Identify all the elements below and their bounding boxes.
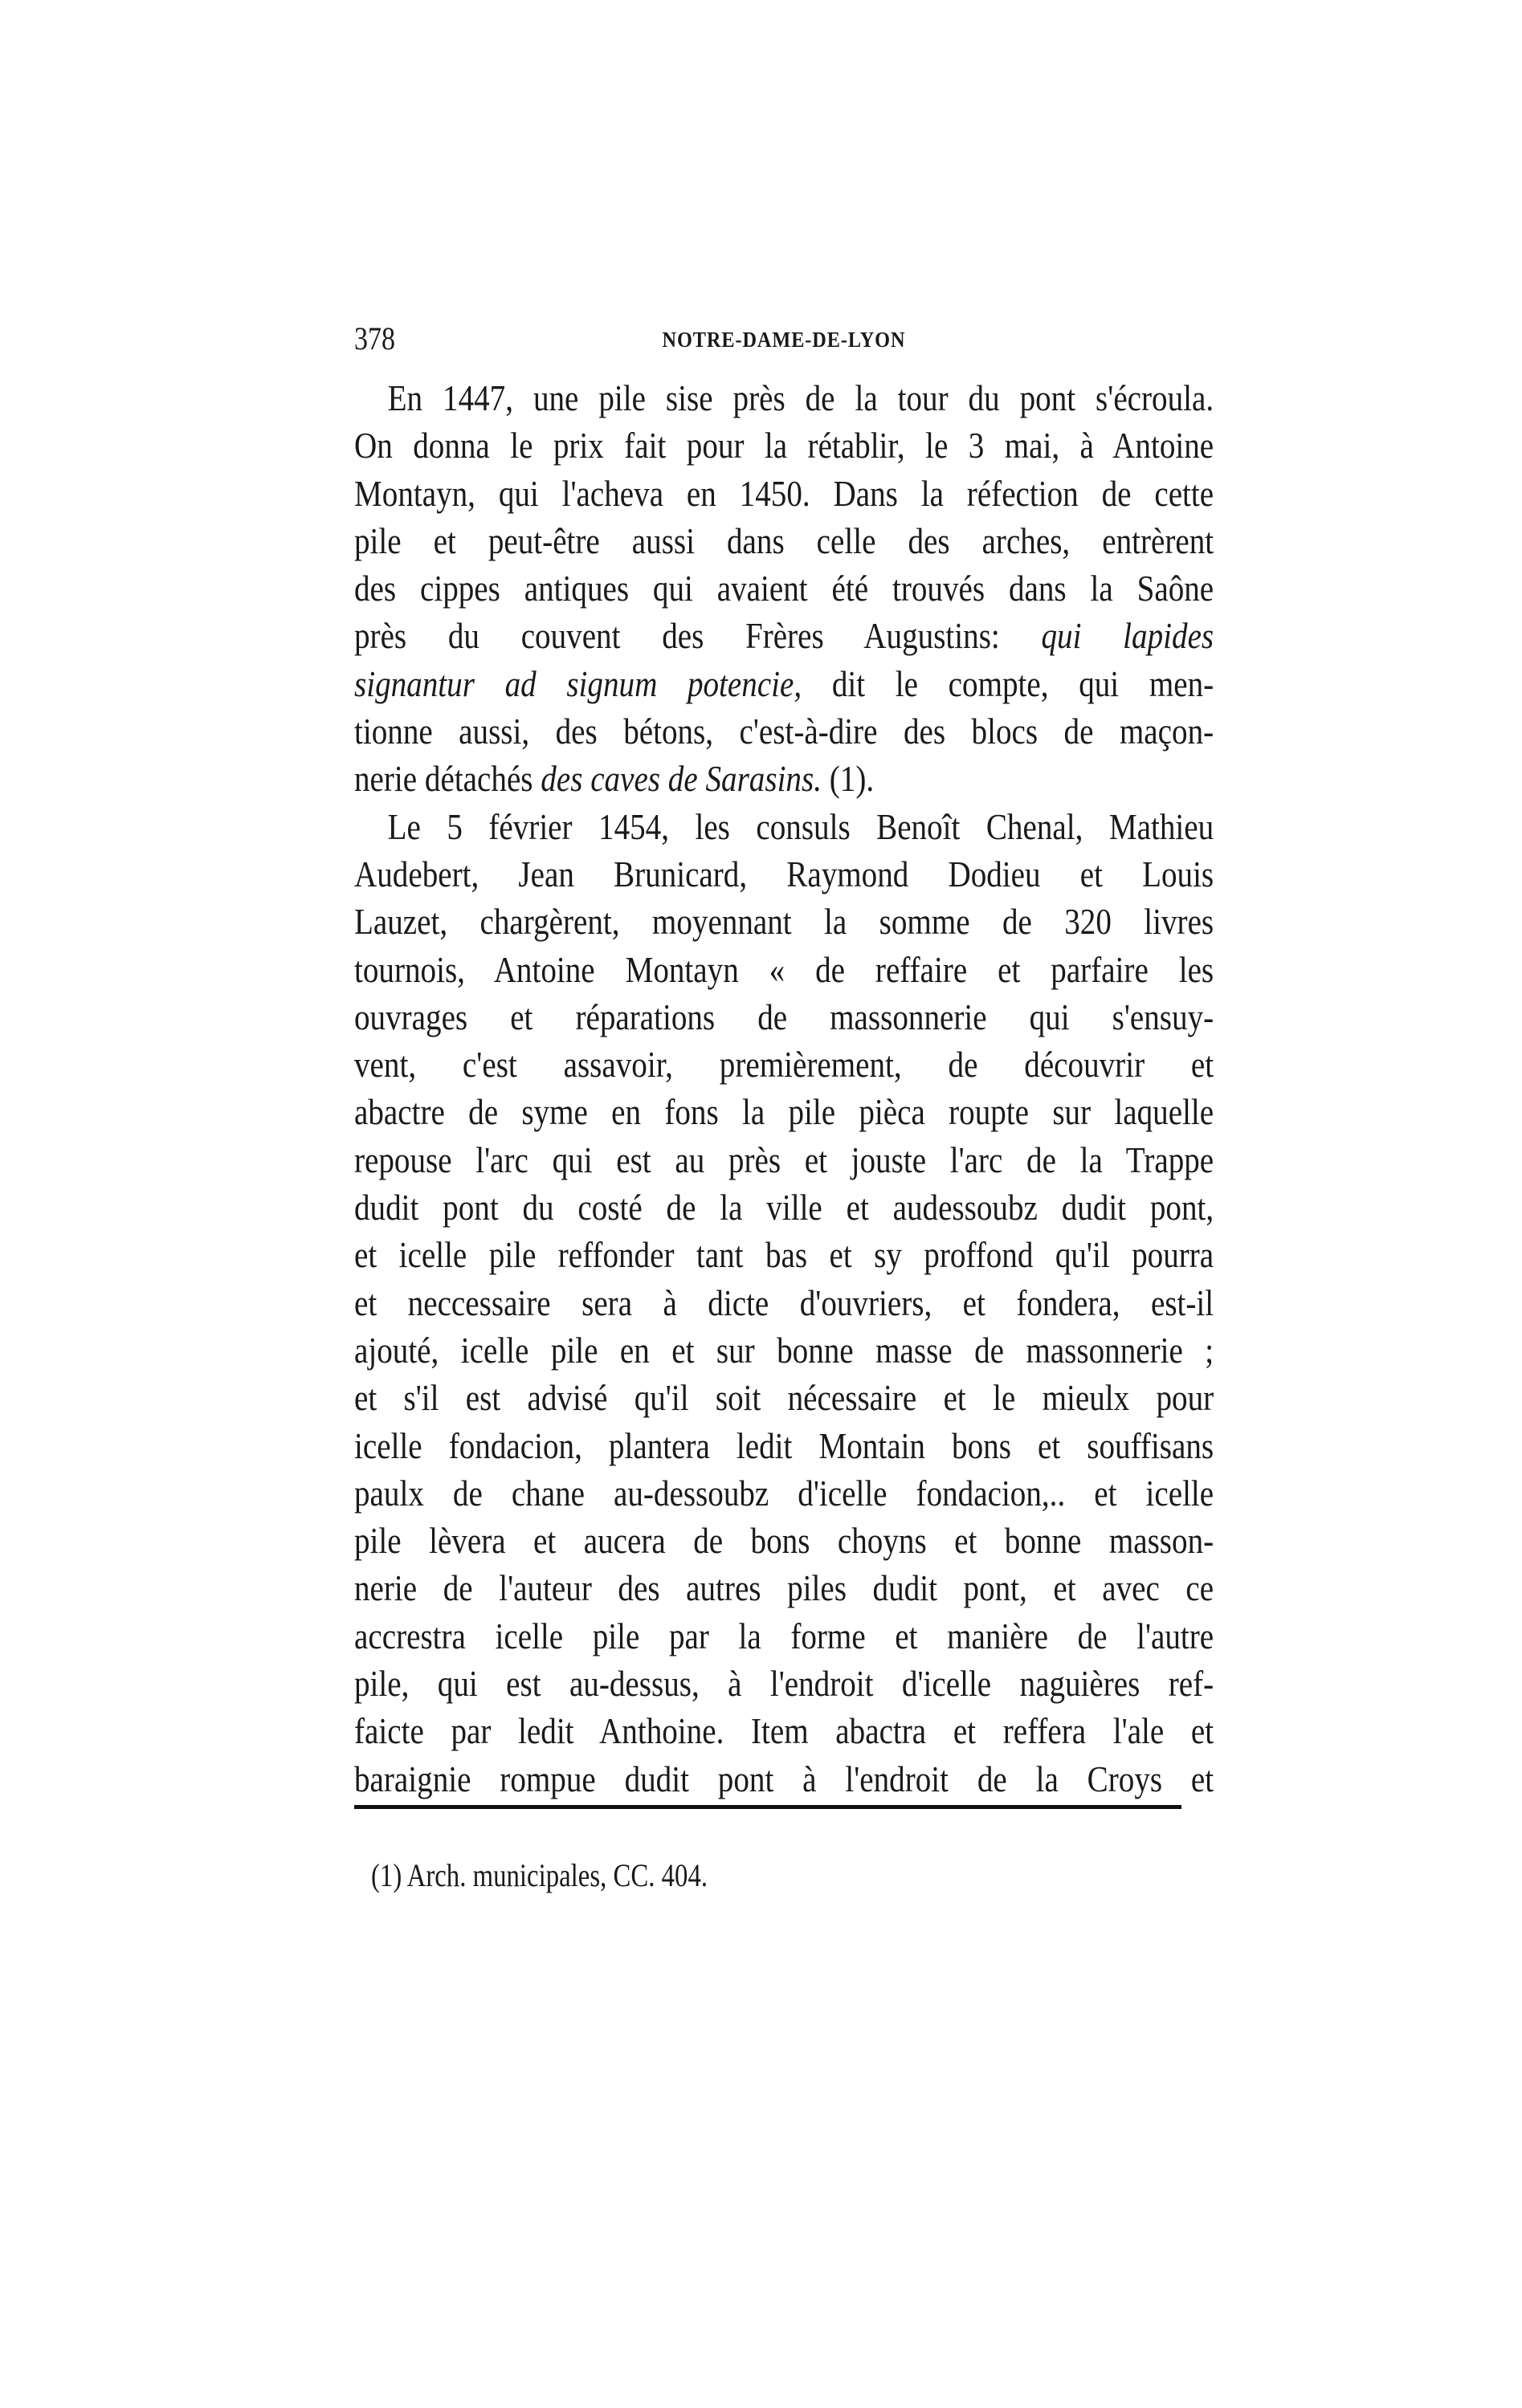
text-segment: faicte par ledit Anthoine. Item abactra et reffera l'ale et bbox=[354, 1710, 1214, 1752]
text-segment: baraignie rompue dudit pont à l'endroit de la Croys et bbox=[354, 1758, 1214, 1799]
text-segment: dudit pont du costé de la ville et audessoubz dudit pont, bbox=[354, 1187, 1214, 1228]
text-line bbox=[354, 707, 1214, 755]
text-line bbox=[354, 1279, 1214, 1326]
body-text bbox=[354, 374, 1365, 1803]
text-segment: et s'il est advisé qu'il soit nécessaire et le mieulx pour bbox=[354, 1377, 1214, 1419]
text-line bbox=[354, 898, 1214, 945]
text-line bbox=[354, 946, 1214, 993]
running-head bbox=[354, 320, 1214, 368]
text-line bbox=[354, 1564, 1214, 1611]
text-segment: repouse l'arc qui est au près et jouste l'arc de la Trappe bbox=[354, 1139, 1214, 1180]
text-line bbox=[354, 1041, 1214, 1088]
text-line bbox=[354, 1422, 1214, 1469]
text-segment: dit le compte, qui men- bbox=[802, 662, 1214, 704]
text-segment: En 1447, une pile sise près de la tour du pont s'écroula. bbox=[387, 377, 1214, 418]
text-segment: ajouté, icelle pile en et sur bonne masse de massonnerie ; bbox=[354, 1329, 1214, 1371]
text-segment: paulx de chane au-dessoubz d'icelle fondacion,.. et icelle bbox=[354, 1472, 1214, 1514]
text-line bbox=[354, 660, 1214, 707]
text-segment: abactre de syme en fons la pile pièca roupte sur laquelle bbox=[354, 1091, 1214, 1133]
text-segment: pile, qui est au-dessus, à l'endroit d'icelle naguières ref- bbox=[354, 1663, 1214, 1705]
italic-text: qui lapides bbox=[1041, 615, 1214, 657]
footnote-divider bbox=[354, 1805, 1181, 1809]
text-line bbox=[354, 1612, 1214, 1660]
text-segment: Le 5 février 1454, les consuls Benoît Chenal, Mathieu bbox=[387, 805, 1214, 847]
text-segment: Audebert, Jean Brunicard, Raymond Dodieu et Louis bbox=[354, 853, 1214, 894]
text-line bbox=[354, 1660, 1214, 1707]
text-segment: (1). bbox=[821, 758, 875, 800]
text-line bbox=[354, 1707, 1214, 1754]
italic-text: signantur ad signum potencie, bbox=[354, 662, 802, 704]
text-segment: tionne aussi, des bétons, c'est-à-dire des blocs de maçon- bbox=[354, 711, 1214, 752]
footnote: (1) Arch. municipales, CC. 404. bbox=[371, 1857, 708, 1893]
text-line bbox=[354, 755, 1214, 802]
text-line bbox=[354, 517, 1214, 564]
text-line bbox=[354, 374, 1214, 422]
text-line bbox=[354, 1184, 1214, 1231]
text-segment: nerie de l'auteur des autres piles dudit pont, et avec ce bbox=[354, 1567, 1214, 1609]
text-segment: ouvrages et réparations de massonnerie qui s'ensuy- bbox=[354, 996, 1214, 1037]
text-segment: vent, c'est assavoir, premièrement, de découvrir et bbox=[354, 1044, 1214, 1086]
text-segment: et neccessaire sera à dicte d'ouvriers, et fondera, est-il bbox=[354, 1281, 1214, 1323]
text-line bbox=[354, 803, 1214, 850]
text-line bbox=[354, 564, 1214, 612]
text-segment: des cippes antiques qui avaient été trouvés dans la Saône bbox=[354, 568, 1214, 609]
text-line bbox=[354, 1326, 1214, 1374]
text-line bbox=[354, 470, 1214, 517]
text-segment: icelle fondacion, plantera ledit Montain bons et souffisans bbox=[354, 1424, 1214, 1466]
text-segment: accrestra icelle pile par la forme et manière de l'autre bbox=[354, 1615, 1214, 1656]
text-line bbox=[354, 1469, 1214, 1517]
text-line bbox=[354, 612, 1214, 659]
text-segment: et icelle pile reffonder tant bas et sy proffond qu'il pourra bbox=[354, 1234, 1214, 1276]
running-title: NOTRE-DAME-DE-LYON bbox=[662, 328, 906, 352]
page-number: 378 bbox=[354, 320, 395, 357]
text-segment: nerie détachés bbox=[354, 758, 541, 800]
text-segment: près du couvent des Frères Augustins: bbox=[354, 615, 1042, 657]
text-segment: Montayn, qui l'acheva en 1450. Dans la réfection de cette bbox=[354, 472, 1214, 514]
text-line bbox=[354, 1374, 1214, 1421]
text-line bbox=[354, 1088, 1214, 1135]
text-segment: pile lèvera et aucera de bons choyns et bonne masson- bbox=[354, 1520, 1214, 1562]
text-line bbox=[354, 1755, 1214, 1803]
text-line bbox=[354, 993, 1214, 1041]
text-line bbox=[354, 1136, 1214, 1184]
text-segment: tournois, Antoine Montayn « de reffaire et parfaire les bbox=[354, 948, 1214, 990]
text-line bbox=[354, 422, 1214, 469]
text-segment: pile et peut-être aussi dans celle des arches, entrèrent bbox=[354, 519, 1214, 561]
italic-text: des caves de Sarasins. bbox=[541, 758, 822, 800]
text-line bbox=[354, 1231, 1214, 1278]
text-segment: On donna le prix fait pour la rétablir, le 3 mai, à Antoine bbox=[354, 425, 1214, 467]
text-segment: Lauzet, chargèrent, moyennant la somme de 320 livres bbox=[354, 901, 1214, 943]
text-line bbox=[354, 850, 1214, 898]
text-line bbox=[354, 1517, 1214, 1564]
